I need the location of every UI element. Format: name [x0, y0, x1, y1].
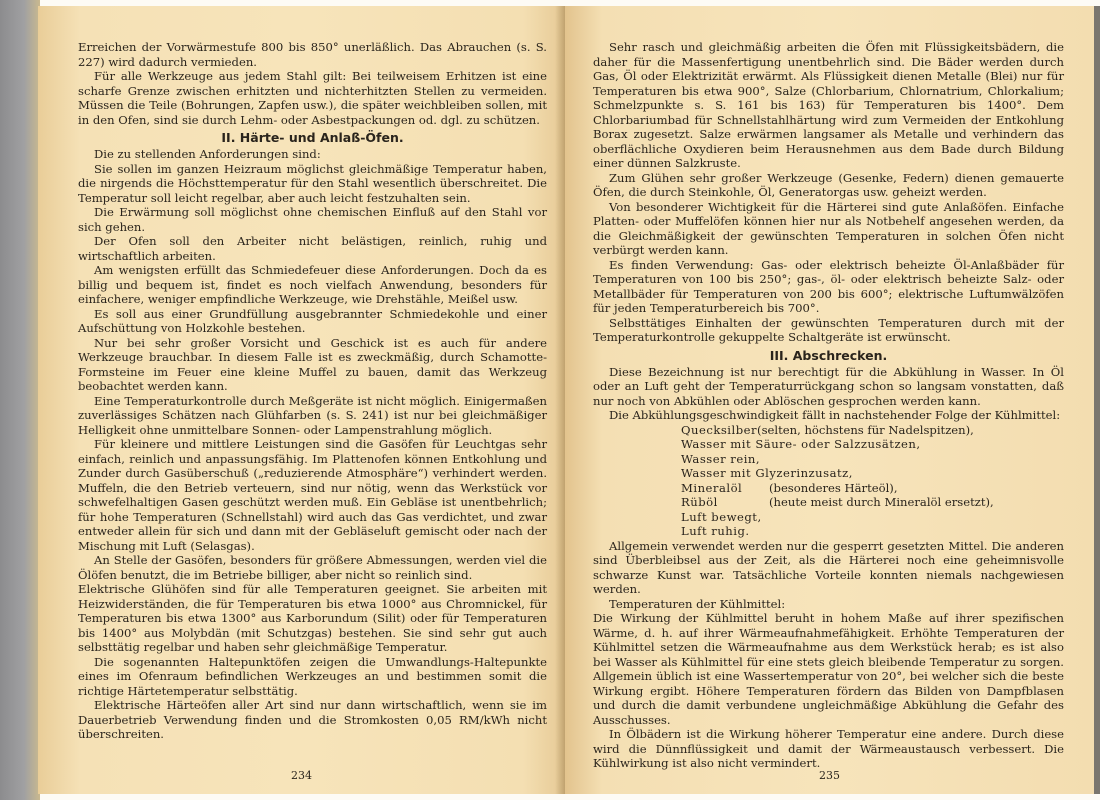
left-page: [38, 6, 565, 794]
paragraph: Für kleinere und mittlere Leistungen sind die Gasöfen für Leuchtgas sehr einfach, reinlich und anpassungsfähig. Im Plattenofen können Entkohlung und Zunder durch Gasüberschuß („reduzierende Atmosphäre“) verhindert werden. Muffeln, die den Betrieb verteuern, sind nur nötig, wenn das Werkstück vor schwefelhaltigen Gasen geschützt werden muß. Ein Gebläse ist unentbehrlich; für hohe Temperaturen (Schnellstahl) wird auch das Gas verdichtet, und zwar entweder allein für sich und dann mit der Gebläseluft gemischt oder nach der Mischung mit Luft (Selasgas).: [78, 437, 547, 553]
coolant-name: Wasser rein,: [681, 451, 761, 466]
paragraph: Temperaturen der Kühlmittel:: [609, 596, 786, 611]
paragraph: Elektrische Härteöfen aller Art sind nur dann wirtschaftlich, wenn sie im Dauerbetrieb Verwendung finden und die Stromkosten 0,05 RM/kWh nicht überschreiten.: [78, 698, 547, 741]
paragraph: Selbsttätiges Einhalten der gewünschten Temperaturen durch mit der Temperaturkontrolle gekuppelte Schaltgeräte ist erwünscht.: [593, 315, 1064, 344]
paragraph: Eine Temperaturkontrolle durch Meßgeräte ist nicht möglich. Einigermaßen zuverlässiges Schätzen nach Glühfarben (s. S. 241) ist nur bei gleichmäßiger Helligkeit ohne unmittelbare Sonnen- oder Lampenstrahlung möglich.: [78, 393, 547, 437]
paragraph: Es soll aus einer Grundfüllung ausgebrannter Schmiedekohle und einer Aufschüttung von Holzkohle bestehen.: [78, 306, 547, 335]
page-gutter: [555, 6, 565, 794]
paragraph: Sehr rasch und gleichmäßig arbeiten die Öfen mit Flüssigkeitsbädern, die daher für die Massenfertigung unentbehrlich sind. Die Bäder werden durch Gas, Öl oder Elektrizität erwärmt. Als Flüssigkeit dienen Metalle (Blei) nur für Temperaturen bis etwa 900°, Salze (Chlorbarium, Chlornatrium, Chlorkalium; Schmelzpunkte s. S. 161 bis 163) für Temperaturen bis 1400°. Dem Chlorbariumbad für Schnellstahlhärtung wird zum Vermeiden der Entkohlung Borax zugesetzt. Salze erwärmen langsamer als Metalle und verhindern das oberflächliche Oxydieren beim Herausnehmen aus dem Bade durch Bildung einer dünnen Salzkruste.: [593, 40, 1064, 170]
coolant-name: Quecksilber: [681, 422, 758, 437]
paragraph: Die Erwärmung soll möglichst ohne chemischen Einfluß auf den Stahl vor sich gehen.: [78, 205, 547, 234]
coolant-name: Wasser mit Säure- oder Salzzusätzen,: [681, 437, 921, 451]
page-number: 235: [819, 769, 840, 782]
page-number: 234: [291, 769, 312, 782]
coolant-name: Rüböl: [681, 495, 718, 509]
coolant-note: (besonderes Härteöl),: [769, 480, 898, 495]
paragraph: An Stelle der Gasöfen, besonders für größere Abmessungen, werden viel die Ölöfen benutzt, die im Betriebe billiger, aber nicht so reinlich sind.: [78, 553, 547, 582]
section-heading: III. Abschrecken.: [769, 347, 888, 363]
paragraph: Die Wirkung der Kühlmittel beruht in hohem Maße auf ihrer spezifischen Wärme, d. h. auf ihrer Wärmeaufnahmefähigkeit. Erhöhte Temperaturen der Kühlmittel setzen die Wärmeaufnahme aus dem Werkstück herab; es ist also bei Wasser als Kühlmittel für eine stets gleich bleibende Temperatur zu sorgen. Allgemein üblich ist eine Wassertemperatur von 20°, bei welcher sich die beste Wirkung ergibt. Höhere Temperaturen fördern das Bilden von Dampfblasen und durch die damit verbundene ungleichmäßige Abkühlung die Gefahr des Ausschusses.: [593, 611, 1064, 727]
paragraph: Elektrische Glühöfen sind für alle Temperaturen geeignet. Sie arbeiten mit Heizwiderständen, die für Temperaturen bis etwa 1000° aus Chromnickel, für Temperaturen bis etwa 1300° aus Karborundum (Silit) oder für Temperaturen bis 1400° aus Molybdän (mit Schutzgas) bestehen. Sie sind sehr gut auch selbsttätig regelbar und haben sehr gleichmäßige Temperatur.: [78, 582, 547, 654]
paragraph: Der Ofen soll den Arbeiter nicht belästigen, reinlich, ruhig und wirtschaftlich arbeiten.: [78, 234, 547, 263]
paragraph: Von besonderer Wichtigkeit für die Härterei sind gute Anlaßöfen. Einfache Platten- oder Muffelöfen können hier nur als Notbehelf angesehen werden, da die Gleichmäßigkeit der gewünschten Temperaturen in solchen Öfen nicht verbürgt werden kann.: [593, 199, 1064, 257]
list-item: [681, 495, 1064, 510]
coolant-list: [681, 423, 1064, 539]
right-page: [565, 6, 1094, 794]
coolant-note: (heute meist durch Mineralöl ersetzt),: [769, 495, 994, 509]
paragraph: Am wenigsten erfüllt das Schmiedefeuer diese Anforderungen. Doch da es billig und bequem ist, findet es noch vielfach Anwendung, besonders für einfachere, weniger empfindliche Werkzeuge, wie Drehstähle, Meißel usw.: [78, 263, 547, 306]
paragraph: Es finden Verwendung: Gas- oder elektrisch beheizte Öl-Anlaßbäder für Temperaturen von 100 bis 250°; gas-, öl- oder elektrisch beheizte Salz- oder Metallbäder für Temperaturen von 200 bis 600°; elektrische Luftumwälzöfen für jeden Temperaturbereich bis 700°.: [593, 257, 1064, 315]
scan-border: [0, 0, 40, 800]
list-item: [681, 510, 1064, 525]
list-item: [681, 466, 1064, 481]
list-item: [681, 437, 1064, 452]
paragraph: Zum Glühen sehr großer Werkzeuge (Gesenke, Federn) dienen gemauerte Öfen, die durch Steinkohle, Öl, Generatorgas usw. geheizt werden.: [593, 170, 1064, 199]
paragraph: Die sogenannten Haltepunktöfen zeigen die Umwandlungs-Haltepunkte eines im Ofenraum befindlichen Werkzeuges an und bestimmen somit die richtige Härtetemperatur selbsttätig.: [78, 654, 547, 698]
list-item: [681, 452, 1064, 467]
paragraph: Diese Bezeichnung ist nur berechtigt für die Abkühlung in Wasser. In Öl oder an Luft geht der Temperaturrückgang schon so langsam vonstatten, daß nur noch von Abkühlen oder Ablöschen gesprochen werden kann.: [593, 364, 1064, 408]
paragraph: Die zu stellenden Anforderungen sind:: [94, 147, 321, 161]
paragraph: Nur bei sehr großer Vorsicht und Geschick ist es auch für andere Werkzeuge brauchbar. In diesem Falle ist es zweckmäßig, durch Schamotte-Formsteine im Feuer eine kleine Muffel zu bauen, damit das Werkzeug beobachtet werden kann.: [78, 335, 547, 393]
coolant-name: Luft ruhig.: [681, 524, 750, 538]
coolant-name: Luft bewegt,: [681, 509, 762, 524]
list-item: [681, 524, 1064, 539]
section-heading: II. Härte- und Anlaß-Öfen.: [221, 130, 404, 145]
paragraph: In Ölbädern ist die Wirkung höherer Temperatur eine andere. Durch diese wird die Dünnflüssigkeit und damit der Wärmeaustausch verbessert. Die Kühlwirkung ist also nicht vermindert.: [593, 727, 1064, 770]
paragraph: Sie sollen im ganzen Heizraum möglichst gleichmäßige Temperatur haben, die nirgends die Höchsttemperatur für den Stahl wesentlich überschreitet. Die Temperatur soll leicht regelbar, aber auch leicht festzuhalten sein.: [78, 161, 547, 205]
scan-border-right: [1094, 6, 1100, 794]
coolant-name: Wasser mit Glyzerinzusatz,: [681, 466, 853, 480]
paragraph: Die Abkühlungsgeschwindigkeit fällt in nachstehender Folge der Kühlmittel:: [609, 408, 1061, 422]
paragraph: Für alle Werkzeuge aus jedem Stahl gilt: Bei teilweisem Erhitzen ist eine scharfe Grenze zwischen erhitzten und nichterhitzten Stellen zu vermeiden. Müssen die Teile (Bohrungen, Zapfen usw.), die später weichbleiben sollen, mit in den Ofen, sind sie durch Lehm- oder Asbestpackungen od. dgl. zu schützen.: [78, 69, 547, 127]
coolant-name: Mineralöl: [681, 480, 743, 495]
book-spread: [38, 6, 1094, 794]
paragraph: Allgemein verwendet werden nur die gesperrt gesetzten Mittel. Die anderen sind Überbleibsel aus der Zeit, als die Härterei noch eine geheimnisvolle schwarze Kunst war. Tatsächliche Vorteile konnten niemals nachgewiesen werden.: [593, 538, 1064, 596]
list-item: [681, 423, 1064, 438]
coolant-note: (selten, höchstens für Nadelspitzen),: [757, 422, 974, 437]
paragraph: Erreichen der Vorwärmestufe 800 bis 850° unerläßlich. Das Abrauchen (s. S. 227) wird dadurch vermieden.: [78, 40, 547, 69]
list-item: [681, 481, 1064, 496]
